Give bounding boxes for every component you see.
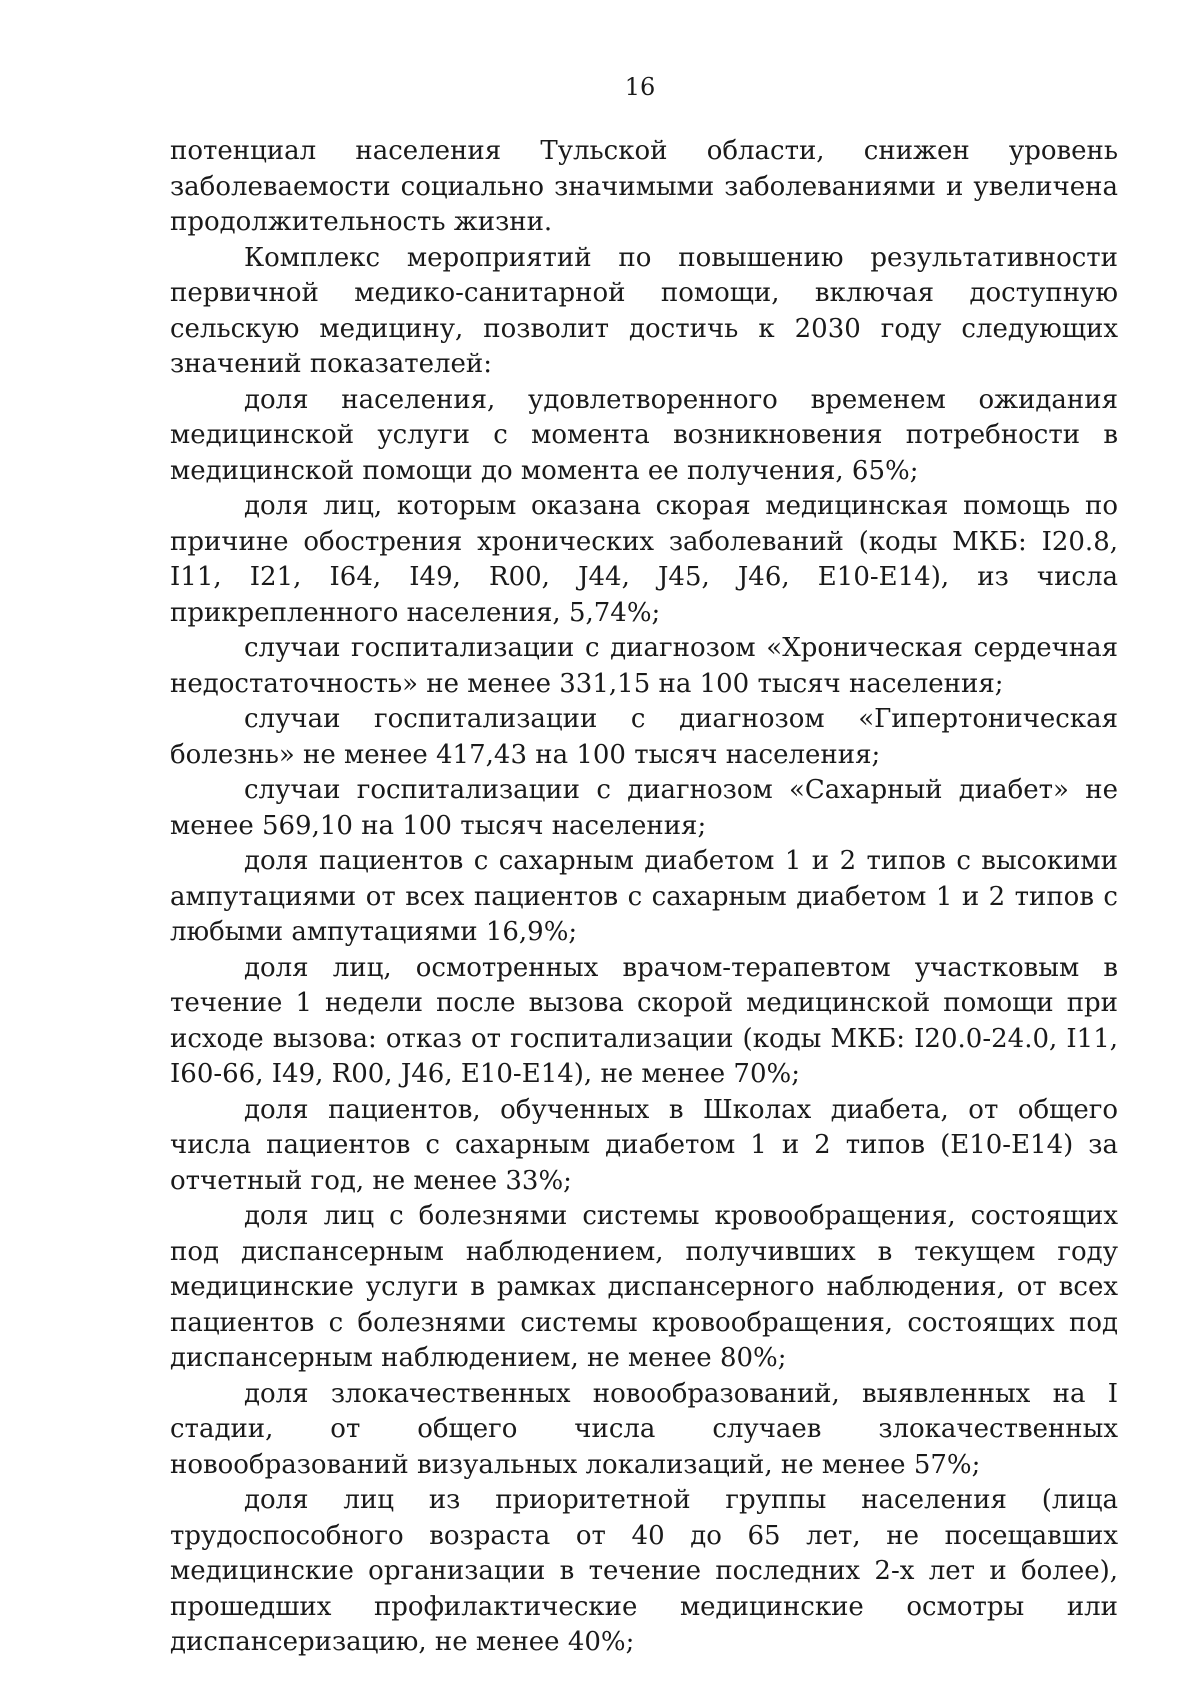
paragraph-intro: Комплекс мероприятий по повышению результативности первичной медико-санитарной помощи, включая доступную сельскую медицину, позволит достичь к 2030 году следующих значений показателей:: [170, 242, 1118, 379]
indicator-circulatory-monitoring: доля лиц с болезнями системы кровообращения, состоящих под диспансерным наблюдением, получивших в текущем году медицинские услуги в рамках диспансерного наблюдения, от всех пациентов с болезнями системы кровообращения, состоящих под диспансерным наблюдением, не менее 80%;: [170, 1201, 1118, 1373]
page-number: 16: [624, 73, 656, 101]
document-body: [170, 134, 1118, 1661]
indicator-cancer-stage-one: доля злокачественных новообразований, выявленных на I стадии, от общего числа случаев злокачественных новообразований визуальных локализаций, не менее 57%;: [170, 1378, 1118, 1480]
indicator-therapist-visit: доля лиц, осмотренных врачом-терапевтом участковым в течение 1 недели после вызова скорой медицинской помощи при исходе вызова: отказ от госпитализации (коды МКБ: I20.0-24.0, I11, I60-66, I49, R00, J46, E10-E14), не менее 70%;: [170, 952, 1118, 1089]
indicator-hypertension: случаи госпитализации с диагнозом «Гипертоническая болезнь» не менее 417,43 на 100 тысяч населения;: [170, 704, 1118, 770]
paragraph-continuation: потенциал населения Тульской области, снижен уровень заболеваемости социально значимыми заболеваниями и увеличена продолжительность жизни.: [170, 136, 1118, 237]
indicator-waiting-time: доля населения, удовлетворенного временем ожидания медицинской услуги с момента возникновения потребности в медицинской помощи до момента ее получения, 65%;: [170, 384, 1118, 486]
indicator-amputations: доля пациентов с сахарным диабетом 1 и 2 типов с высокими ампутациями от всех пациентов с сахарным диабетом 1 и 2 типов с любыми ампутациями 16,9%;: [170, 846, 1118, 947]
indicator-priority-group-checkups: доля лиц из приоритетной группы населения (лица трудоспособного возраста от 40 до 65 лет, не посещавших медицинские организации в течение последних 2-х лет и более), прошедших профилактические медицинские осмотры или диспансеризацию, не менее 40%;: [170, 1485, 1118, 1657]
indicator-diabetes-hospitalization: случаи госпитализации с диагнозом «Сахарный диабет» не менее 569,10 на 100 тысяч населения;: [170, 775, 1118, 841]
indicator-heart-failure: случаи госпитализации с диагнозом «Хроническая сердечная недостаточность» не менее 331,15 на 100 тысяч населения;: [170, 633, 1118, 699]
indicator-emergency-care: доля лиц, которым оказана скорая медицинская помощь по причине обострения хронических заболеваний (коды МКБ: I20.8, I11, I21, I64, I49, R00, J44, J45, J46, E10-E14), из числа прикрепленного населения, 5,74%;: [170, 491, 1118, 628]
indicator-diabetes-schools: доля пациентов, обученных в Школах диабета, от общего числа пациентов с сахарным диабетом 1 и 2 типов (E10-E14) за отчетный год, не менее 33%;: [170, 1094, 1118, 1196]
